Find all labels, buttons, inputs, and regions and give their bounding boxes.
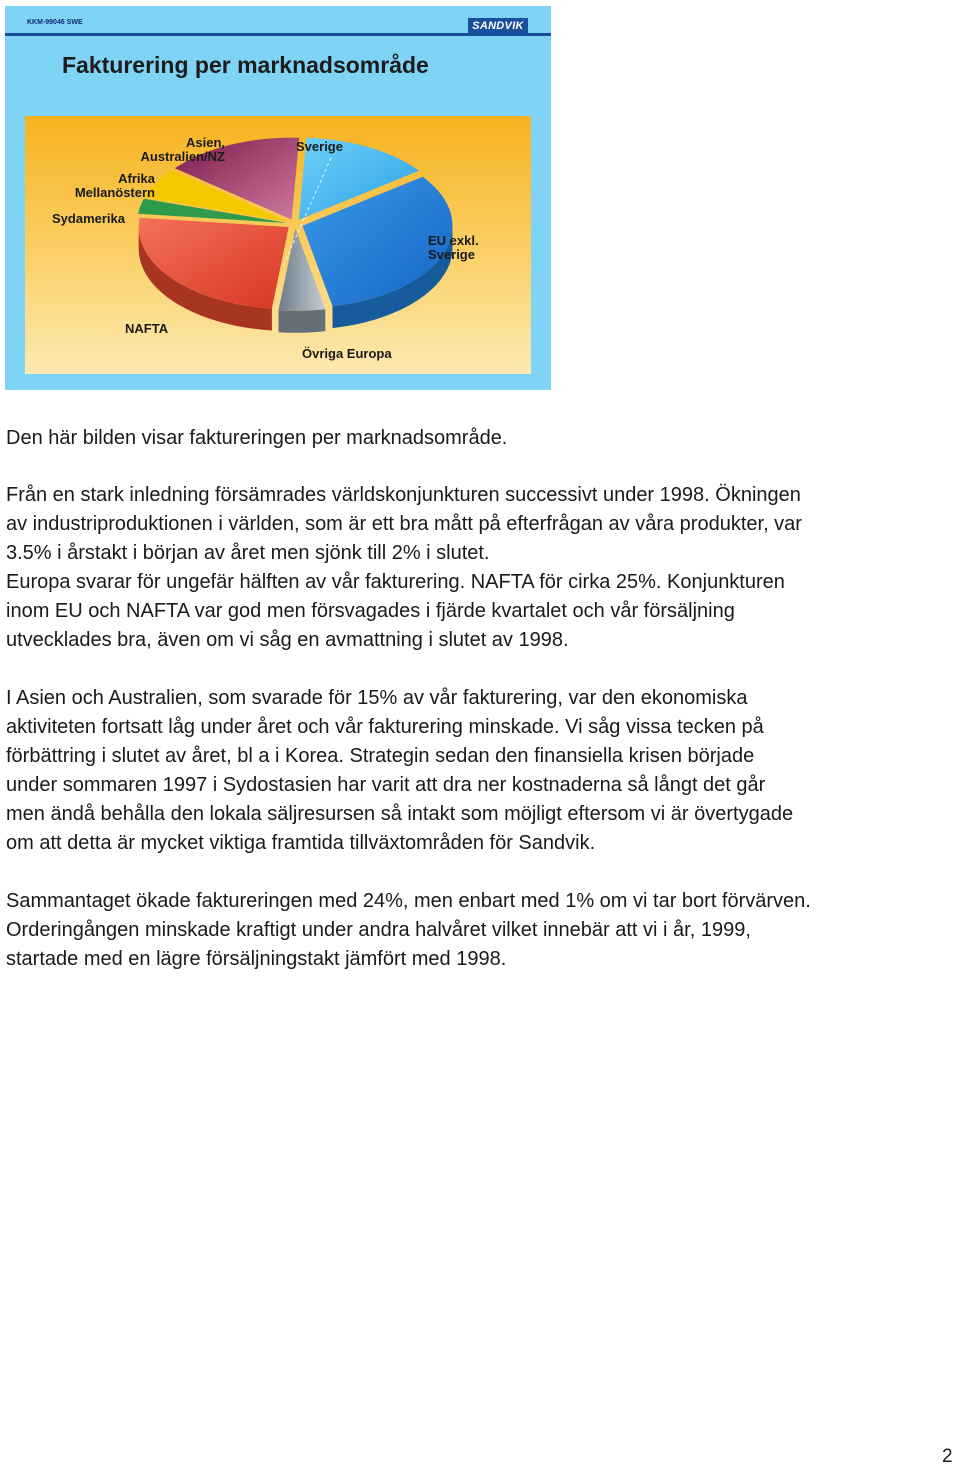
text-line: Från en stark inledning försämrades världskonjunkturen successivt under 1998. Ökningen (6, 484, 801, 506)
page-number: 2 (942, 1446, 953, 1467)
text-line: 3.5% i årstakt i början av året men sjönk till 2% i slutet. (6, 542, 490, 564)
paragraph-2 (6, 481, 956, 655)
text-line: om att detta är mycket viktiga framtida tillväxtområden för Sandvik. (6, 832, 596, 854)
pie-chart-panel (25, 116, 531, 374)
pie-slice-side (279, 309, 326, 333)
label-sverige: Sverige (296, 139, 343, 154)
text-line: aktiviteten fortsatt låg under året och vår fakturering minskade. Vi såg vissa tecken på (6, 716, 764, 738)
label-eu-line2: Sverige (428, 247, 475, 262)
slide-image (5, 6, 551, 390)
text-line: av industriproduktionen i världen, som är ett bra mått på efterfrågan av våra produkter, var (6, 513, 802, 535)
text-line: I Asien och Australien, som svarade för 15% av vår fakturering, var den ekonomiska (6, 687, 748, 709)
label-sydamerika: Sydamerika (52, 211, 125, 226)
label-afrika (55, 172, 155, 200)
text-line: Orderingången minskade kraftigt under andra halvåret vilket innebär att vi i år, 1999, (6, 919, 751, 941)
body-text-2 (6, 481, 956, 655)
text-line: inom EU och NAFTA var god men försvagades i fjärde kvartalet och vår försäljning (6, 600, 735, 622)
text-line: under sommaren 1997 i Sydostasien har varit att dra ner kostnaderna så långt det går (6, 774, 766, 796)
label-asien-line2: Australien/NZ (140, 149, 225, 164)
sandvik-logo: SANDVIK (468, 18, 528, 34)
body-text-3 (6, 684, 956, 858)
label-asien-line1: Asien, (185, 135, 225, 150)
text-line: förbättring i slutet av året, bl a i Korea. Strategin sedan den finansiella krisen började (6, 745, 755, 767)
document-code: KKM-99046 SWE (27, 19, 83, 26)
label-ovriga-europa: Övriga Europa (302, 346, 392, 361)
text-line: Europa svarar för ungefär hälften av vår fakturering. NAFTA för cirka 25%. Konjunkturen (6, 571, 785, 593)
paragraph-4 (6, 887, 956, 974)
slide-title: Fakturering per marknadsområde (62, 52, 429, 78)
text-line: Sammantaget ökade faktureringen med 24%, men enbart med 1% om vi tar bort förvärven. (6, 890, 811, 912)
body-text-4 (6, 887, 956, 974)
text-line: men ändå behålla den lokala säljresursen så intakt som möjligt eftersom vi är övertygade (6, 803, 794, 825)
text-line: startade med en lägre försäljningstakt jämfört med 1998. (6, 948, 507, 970)
body-text (6, 424, 956, 453)
paragraph-3 (6, 684, 956, 858)
label-afrika-line1: Afrika (118, 171, 155, 186)
label-eu (428, 234, 479, 262)
text-line: utvecklades bra, även om vi såg en avmattning i slutet av 1998. (6, 629, 569, 651)
pie-slice-nafta (139, 218, 289, 309)
paragraph-1 (6, 424, 956, 453)
label-nafta: NAFTA (125, 321, 169, 336)
label-eu-line1: EU exkl. (428, 233, 479, 248)
label-afrika-line2: Mellanöstern (74, 185, 155, 200)
label-asien (125, 136, 225, 164)
text-line: Den här bilden visar faktureringen per marknadsområde. (6, 427, 508, 449)
